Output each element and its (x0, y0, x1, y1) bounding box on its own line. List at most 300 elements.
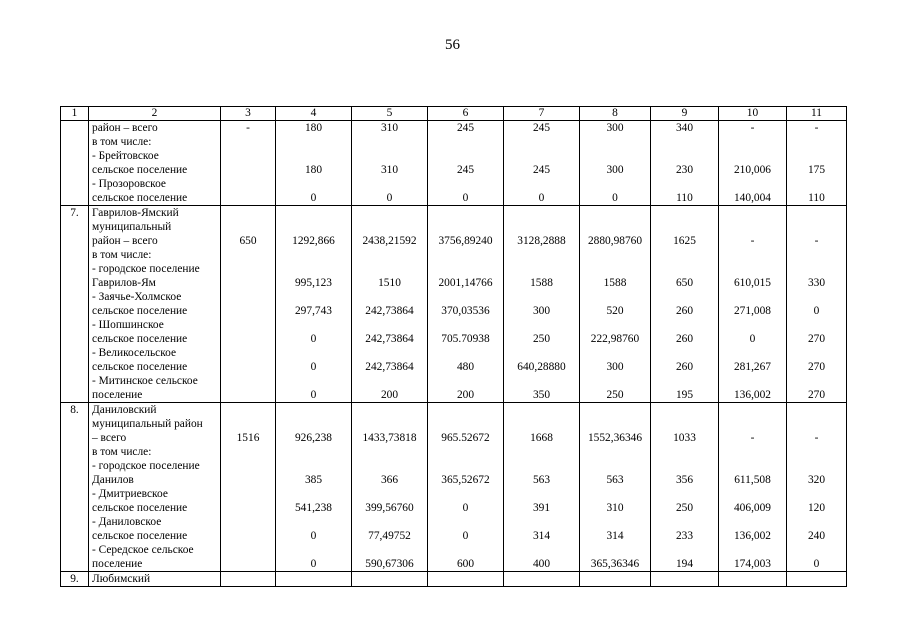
value-line (787, 417, 846, 431)
value-line (352, 177, 427, 191)
value-line (221, 529, 275, 543)
value-line (504, 290, 579, 304)
column-header: 7 (504, 107, 580, 121)
value-line: 200 (380, 389, 399, 401)
value-cell-c11 (787, 206, 847, 403)
value-cell-c10 (719, 572, 787, 587)
value-line (651, 318, 718, 332)
value-line: 120 (807, 502, 826, 514)
column-header: 10 (719, 107, 787, 121)
value-line: 0 (813, 558, 820, 570)
value-line (276, 206, 351, 220)
value-cell-c4 (276, 572, 352, 587)
value-line (504, 206, 579, 220)
value-line: 245 (456, 122, 475, 134)
value-line (504, 459, 579, 473)
value-line: 136,002 (733, 389, 772, 401)
value-line (428, 149, 503, 163)
value-line (221, 206, 275, 220)
value-line (719, 248, 786, 262)
value-line (787, 135, 846, 149)
value-line: 0 (310, 192, 317, 204)
value-line (651, 177, 718, 191)
value-line (221, 388, 275, 402)
value-line: 194 (675, 558, 694, 570)
value-line: 310 (380, 122, 399, 134)
value-line (580, 459, 650, 473)
value-line (651, 417, 718, 431)
value-line (352, 417, 427, 431)
value-cell-c9 (651, 572, 719, 587)
value-line (580, 206, 650, 220)
value-line (276, 459, 351, 473)
value-line (651, 248, 718, 262)
value-line (787, 248, 846, 262)
value-line: 195 (675, 389, 694, 401)
column-header: 3 (221, 107, 276, 121)
value-line (719, 318, 786, 332)
value-line (221, 417, 275, 431)
value-line: 1516 (236, 432, 260, 444)
value-line (580, 543, 650, 557)
value-line: 1033 (673, 432, 696, 444)
value-cell-c4 (276, 206, 352, 403)
value-line: 175 (807, 164, 826, 176)
data-table (60, 106, 847, 587)
value-line (787, 487, 846, 501)
value-line: 1433,73818 (362, 432, 417, 444)
value-line (428, 262, 503, 276)
value-line (787, 149, 846, 163)
value-line: 563 (532, 474, 551, 486)
value-line: 0 (462, 192, 469, 204)
value-line: 0 (310, 333, 317, 345)
value-line (651, 403, 718, 417)
value-line: 314 (532, 530, 551, 542)
value-cell-c7 (504, 403, 580, 572)
value-line (787, 403, 846, 417)
value-line (504, 149, 579, 163)
value-line (787, 515, 846, 529)
value-line (787, 543, 846, 557)
value-line (787, 290, 846, 304)
value-line (276, 220, 351, 234)
value-line: 705.70938 (441, 333, 490, 345)
value-line (352, 459, 427, 473)
value-line (580, 248, 650, 262)
area-name-line: поселение (92, 389, 143, 401)
value-line (719, 135, 786, 149)
value-line: 180 (304, 122, 323, 134)
value-line (787, 220, 846, 234)
value-line: - (246, 122, 250, 134)
value-line: 0 (749, 333, 756, 345)
value-line: - (814, 235, 819, 247)
value-line: 650 (675, 277, 694, 289)
value-line (428, 487, 503, 501)
value-line (352, 248, 427, 262)
value-line: 77,49752 (368, 530, 411, 542)
value-cell-c7 (504, 121, 580, 206)
value-line (787, 262, 846, 276)
value-line (719, 417, 786, 431)
value-line: 3128,2888 (517, 235, 566, 247)
value-line (352, 135, 427, 149)
column-header: 8 (580, 107, 651, 121)
value-cell-c8 (580, 572, 651, 587)
value-line: 140,004 (733, 192, 772, 204)
value-line (221, 135, 275, 149)
area-name-line: - Даниловское (92, 516, 162, 528)
value-line (221, 318, 275, 332)
value-cell-c11 (787, 403, 847, 572)
value-line (719, 445, 786, 459)
area-name-line: - Дмитриевское (92, 488, 168, 500)
value-line (580, 445, 650, 459)
value-line: 260 (675, 305, 694, 317)
value-line (580, 346, 650, 360)
value-line (221, 304, 275, 318)
value-line (276, 135, 351, 149)
value-line (651, 262, 718, 276)
value-line (719, 290, 786, 304)
value-line: 242,73864 (365, 361, 414, 373)
value-line: - (750, 122, 755, 134)
value-line (221, 163, 275, 177)
value-line (428, 220, 503, 234)
value-cell-c8 (580, 206, 651, 403)
value-line: 965.52672 (441, 432, 490, 444)
value-line: 270 (807, 389, 826, 401)
value-line (352, 572, 427, 586)
area-name-line: сельское поселение (92, 361, 188, 373)
value-line (352, 206, 427, 220)
value-line (580, 135, 650, 149)
value-line (428, 543, 503, 557)
value-line: 245 (532, 122, 551, 134)
value-line (221, 360, 275, 374)
value-line: 350 (532, 389, 551, 401)
value-line (352, 318, 427, 332)
value-line: 240 (807, 530, 826, 542)
value-line (719, 206, 786, 220)
area-name-line: Данилов (92, 474, 134, 486)
value-line (787, 206, 846, 220)
value-line (276, 445, 351, 459)
value-line (428, 346, 503, 360)
value-line: 245 (532, 164, 551, 176)
value-line (428, 445, 503, 459)
value-line: 0 (310, 530, 317, 542)
value-line (221, 501, 275, 515)
value-line (276, 487, 351, 501)
value-line: 320 (807, 474, 826, 486)
column-header: 1 (61, 107, 89, 121)
value-line (651, 543, 718, 557)
value-line (221, 191, 275, 205)
value-line (651, 206, 718, 220)
value-line (428, 206, 503, 220)
area-name-line: – всего (92, 432, 127, 444)
value-line (580, 572, 650, 586)
area-name-line: район – всего (92, 235, 158, 247)
value-cell-c6 (428, 206, 504, 403)
value-line (276, 572, 351, 586)
value-line: 640,28880 (517, 361, 566, 373)
value-line: 270 (807, 361, 826, 373)
value-line: 180 (304, 164, 323, 176)
value-line: 281,267 (733, 361, 772, 373)
value-line: 242,73864 (365, 305, 414, 317)
value-line: 563 (606, 474, 624, 486)
area-name-line: в том числе: (92, 136, 152, 148)
value-line (428, 403, 503, 417)
value-line: 365,36346 (590, 558, 640, 570)
value-line (787, 318, 846, 332)
value-line: 271,008 (733, 305, 772, 317)
value-line (221, 177, 275, 191)
value-line: 0 (538, 192, 545, 204)
area-name-line: сельское поселение (92, 192, 188, 204)
value-line (221, 262, 275, 276)
value-line: 310 (380, 164, 399, 176)
area-name-line: - Шопшинское (92, 319, 164, 331)
value-cell-c9 (651, 206, 719, 403)
value-line (276, 346, 351, 360)
value-line (651, 487, 718, 501)
area-name-line: сельское поселение (92, 502, 188, 514)
value-line (504, 445, 579, 459)
value-line (580, 487, 650, 501)
value-line (719, 572, 786, 586)
value-line: 110 (808, 192, 825, 204)
area-name-line: Гаврилов-Ямский (92, 207, 179, 219)
value-line: 300 (606, 361, 624, 373)
value-line (221, 374, 275, 388)
value-line: 1588 (603, 277, 627, 289)
value-line (719, 515, 786, 529)
value-line: 0 (386, 192, 393, 204)
value-line (651, 515, 718, 529)
column-header: 2 (89, 107, 221, 121)
value-line (504, 220, 579, 234)
value-line (580, 262, 650, 276)
value-line (787, 445, 846, 459)
value-line (504, 177, 579, 191)
value-line (580, 374, 650, 388)
value-line (276, 515, 351, 529)
value-line (221, 515, 275, 529)
value-line: 995,123 (294, 277, 333, 289)
value-cell-c11 (787, 572, 847, 587)
value-cell-c10 (719, 206, 787, 403)
row-number (61, 121, 89, 206)
value-line: 400 (532, 558, 551, 570)
value-cell-c5 (352, 403, 428, 572)
area-name-line: сельское поселение (92, 333, 188, 345)
area-name-line: муниципальный район (92, 418, 203, 430)
value-line: 314 (606, 530, 624, 542)
value-line (221, 557, 275, 571)
value-line: 1510 (378, 277, 401, 289)
value-line (428, 417, 503, 431)
area-name-line: Даниловский (92, 404, 157, 416)
value-cell-c8 (580, 121, 651, 206)
value-line (719, 149, 786, 163)
value-line (504, 262, 579, 276)
value-line (428, 177, 503, 191)
row-number: 7. (61, 206, 89, 403)
value-cell-c7 (504, 206, 580, 403)
value-line (504, 417, 579, 431)
value-cell-c3 (221, 572, 276, 587)
value-line: 1625 (673, 235, 696, 247)
area-name-line: - Середское сельское (92, 544, 194, 556)
value-cell-c4 (276, 121, 352, 206)
value-line (352, 262, 427, 276)
value-line: 260 (675, 361, 694, 373)
value-line (787, 374, 846, 388)
area-name-line: район – всего (92, 122, 158, 134)
area-name-line: - городское поселение (92, 263, 200, 275)
area-name-line: - городское поселение (92, 460, 200, 472)
value-line (504, 374, 579, 388)
value-line: - (814, 432, 819, 444)
value-line (276, 403, 351, 417)
value-line (221, 248, 275, 262)
row-number: 8. (61, 403, 89, 572)
value-cell-c4 (276, 403, 352, 572)
value-line: 366 (380, 474, 399, 486)
area-name-line: - Заячье-Холмское (92, 291, 182, 303)
value-line (580, 149, 650, 163)
value-line: 250 (675, 502, 694, 514)
value-line (580, 220, 650, 234)
value-cell-c8 (580, 403, 651, 572)
value-line (504, 346, 579, 360)
value-cell-c6 (428, 403, 504, 572)
header-row (61, 107, 847, 121)
value-line: 200 (456, 389, 475, 401)
value-line (651, 290, 718, 304)
value-cell-c7 (504, 572, 580, 587)
area-name-line: муниципальный (92, 221, 172, 233)
value-line: 242,73864 (365, 333, 414, 345)
value-line (352, 543, 427, 557)
value-line: 230 (675, 164, 694, 176)
value-line (504, 543, 579, 557)
value-line: 250 (532, 333, 551, 345)
value-line (651, 459, 718, 473)
column-header: 4 (276, 107, 352, 121)
value-line: 300 (606, 122, 624, 134)
value-line: 300 (532, 305, 551, 317)
value-line: 406,009 (733, 502, 772, 514)
table-row (61, 403, 847, 572)
value-line (651, 572, 718, 586)
table-row (61, 206, 847, 403)
value-line (276, 290, 351, 304)
value-line (504, 572, 579, 586)
value-line: 399,56760 (365, 502, 414, 514)
area-name-line: поселение (92, 558, 143, 570)
area-name-line: в том числе: (92, 446, 152, 458)
value-cell-c5 (352, 572, 428, 587)
value-line (428, 248, 503, 262)
area-name-line: - Прозоровское (92, 178, 166, 190)
value-line: 1552,36346 (587, 432, 643, 444)
value-line (787, 459, 846, 473)
value-line (504, 487, 579, 501)
value-line (719, 346, 786, 360)
value-cell-c5 (352, 121, 428, 206)
value-line: 222,98760 (590, 333, 640, 345)
table-body (61, 107, 847, 587)
value-line (428, 515, 503, 529)
value-line: 110 (676, 192, 693, 204)
value-line: 600 (456, 558, 475, 570)
value-line: 590,67306 (365, 558, 414, 570)
value-line: 0 (310, 389, 317, 401)
value-line (580, 290, 650, 304)
area-name-line: - Митинское сельское (92, 375, 198, 387)
value-line (221, 332, 275, 346)
value-line: 0 (310, 361, 317, 373)
area-name-line: - Брейтовское (92, 150, 159, 162)
value-line (651, 135, 718, 149)
value-line: 210,006 (733, 164, 772, 176)
value-line (352, 403, 427, 417)
value-line: 0 (462, 502, 469, 514)
value-line: - (814, 122, 819, 134)
value-line: 1292,866 (292, 235, 335, 247)
value-line (651, 346, 718, 360)
value-line (787, 346, 846, 360)
value-line (221, 276, 275, 290)
value-line: - (750, 235, 755, 247)
value-cell-c3 (221, 206, 276, 403)
value-cell-c10 (719, 121, 787, 206)
value-line: 340 (675, 122, 694, 134)
value-line (276, 543, 351, 557)
value-line (276, 177, 351, 191)
value-line (580, 177, 650, 191)
value-line (221, 572, 275, 586)
value-line (428, 374, 503, 388)
area-name-line: сельское поселение (92, 305, 188, 317)
value-line: 270 (807, 333, 826, 345)
value-line: 310 (606, 502, 624, 514)
value-line (428, 135, 503, 149)
value-line: 233 (675, 530, 694, 542)
value-line: 1668 (530, 432, 553, 444)
value-line (787, 572, 846, 586)
value-line (428, 459, 503, 473)
value-line: 136,002 (733, 530, 772, 542)
value-line: 926,238 (294, 432, 333, 444)
value-line: 297,743 (294, 305, 333, 317)
value-cell-c9 (651, 403, 719, 572)
value-line (276, 374, 351, 388)
value-line: 3756,89240 (438, 235, 493, 247)
value-line (221, 403, 275, 417)
area-name-line: Гаврилов-Ям (92, 277, 156, 289)
value-line (787, 177, 846, 191)
table-row (61, 121, 847, 206)
area-name-line: - Великосельское (92, 347, 177, 359)
area-name-line: в том числе: (92, 249, 152, 261)
value-cell-c3 (221, 403, 276, 572)
